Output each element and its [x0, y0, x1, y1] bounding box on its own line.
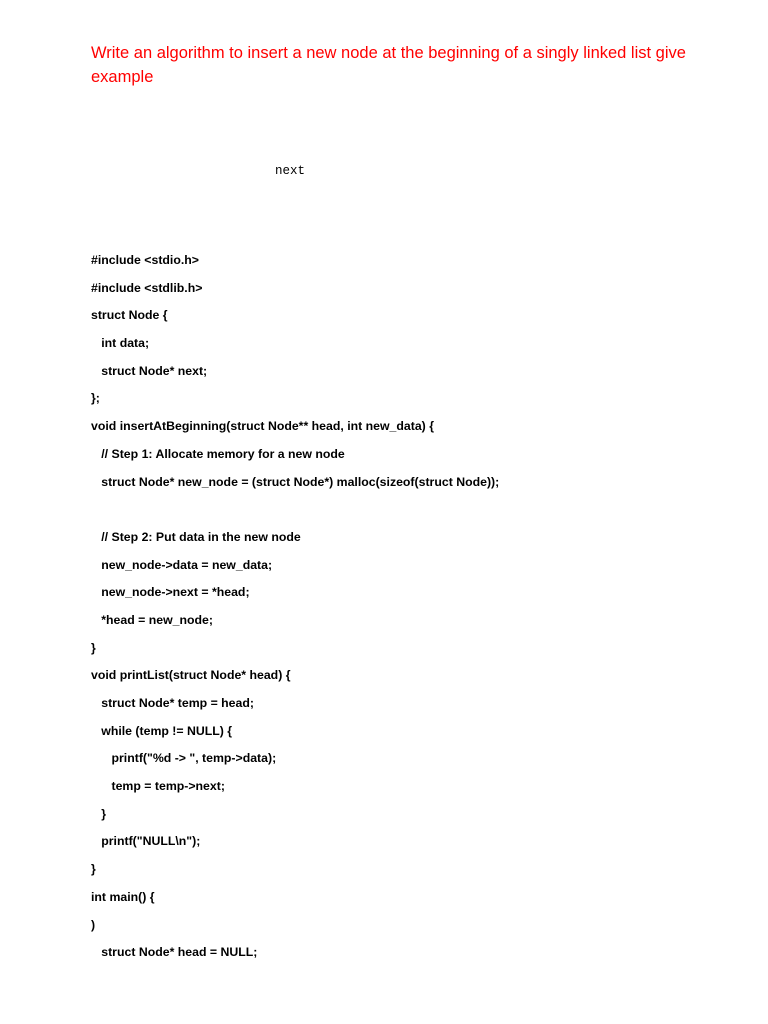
- code-line: printf("NULL\n");: [91, 834, 201, 849]
- next-label: next: [275, 164, 306, 178]
- code-line: printf("%d -> ", temp->data);: [91, 751, 277, 766]
- code-line: #include <stdio.h>: [91, 253, 199, 267]
- code-line: temp = temp->next;: [91, 779, 225, 794]
- code-line: void insertAtBeginning(struct Node** head, int new_data) {: [91, 419, 434, 434]
- code-line: new_node->next = *head;: [91, 585, 250, 600]
- code-line: }: [91, 640, 96, 655]
- code-line: [91, 499, 499, 527]
- code-line: ): [91, 917, 96, 932]
- code-line: void printList(struct Node* head) {: [91, 668, 291, 683]
- code-line: struct Node* temp = head;: [91, 696, 254, 710]
- code-line: int data;: [91, 336, 150, 351]
- code-line: // Step 2: Put data in the new node: [91, 529, 301, 544]
- code-line: struct Node* head = NULL;: [91, 945, 258, 960]
- code-line: #include <stdlib.h>: [91, 280, 203, 295]
- code-line: // Step 1: Allocate memory for a new node: [91, 446, 345, 461]
- code-line: struct Node {: [91, 308, 168, 323]
- code-line: }: [91, 806, 107, 821]
- code-line: struct Node* next;: [91, 363, 208, 378]
- code-line: };: [91, 391, 100, 406]
- question-title: Write an algorithm to insert a new node at the beginning of a singly linked list give example: [91, 44, 686, 86]
- code-line: while (temp != NULL) {: [91, 723, 233, 738]
- code-line: new_node->data = new_data;: [91, 557, 273, 572]
- code-line: int main() {: [91, 889, 155, 904]
- code-line: struct Node* new_node = (struct Node*) malloc(sizeof(struct Node));: [91, 474, 500, 489]
- code-block: [91, 250, 499, 970]
- code-line: *head = new_node;: [91, 612, 213, 627]
- code-line: }: [91, 862, 96, 877]
